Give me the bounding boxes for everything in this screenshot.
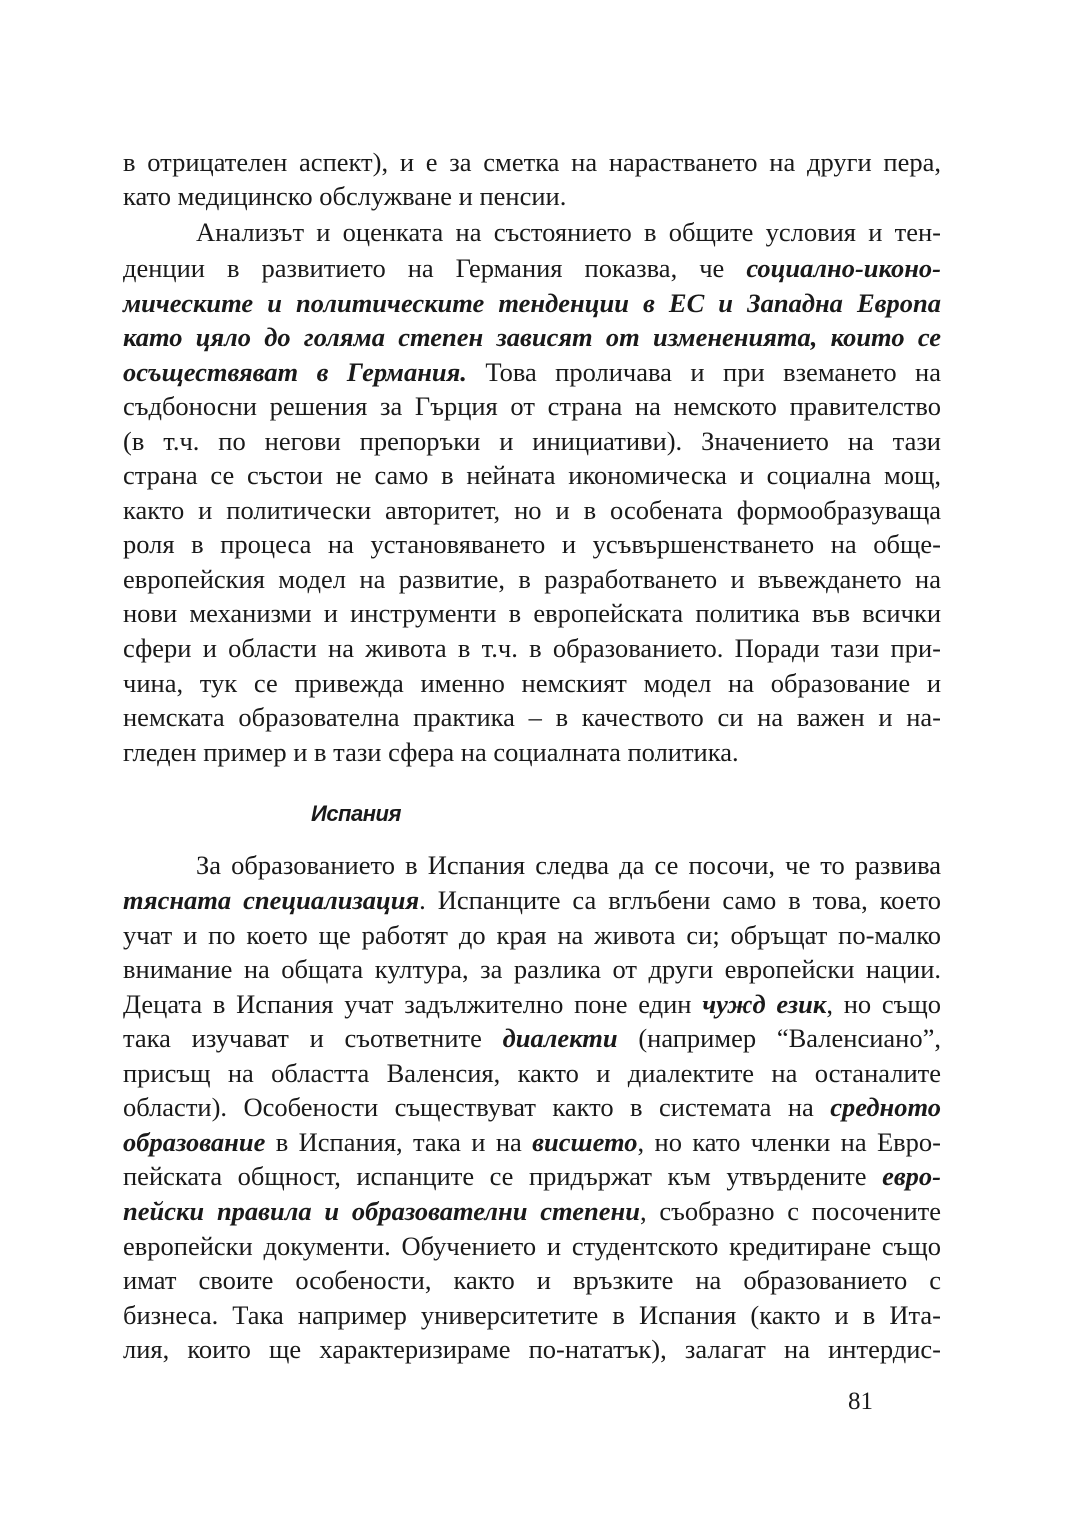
text-line: както и политически авторитет, но и в особената формообразуваща xyxy=(123,495,941,525)
text-line: присъщ на областта Валенсия, както и диалектите на останалите xyxy=(123,1058,941,1088)
text-line xyxy=(123,1021,941,1055)
emphasis-text: осъществяват в Германия. xyxy=(123,357,467,387)
text-line: страна се състои не само в нейната икономическа и социална мощ, xyxy=(123,460,941,490)
text-line xyxy=(123,987,941,1021)
text-line xyxy=(123,1159,941,1193)
text-line xyxy=(123,355,941,389)
text-span: , съобразно с посочените xyxy=(639,1196,941,1226)
text-line: немската образователна практика – в качеството си на важен и на- xyxy=(123,702,941,732)
text-line: лия, които ще характеризираме по-нататък), залагат на интердис- xyxy=(123,1334,941,1364)
text-line xyxy=(123,1194,941,1228)
section-heading: Испания xyxy=(311,801,401,826)
text-line xyxy=(123,251,941,285)
text-span: така изучават и съответните xyxy=(123,1023,503,1053)
emphasis-text: диалекти xyxy=(502,1023,618,1053)
emphasis-text: висшето xyxy=(532,1127,638,1157)
text-line xyxy=(123,883,941,917)
text-line: нови механизми и инструменти в европейската политика във всички xyxy=(123,598,941,628)
emphasis-line: мическите и политическите тенденции в ЕС и Западна Европа xyxy=(123,288,941,318)
text-line: внимание на общата култура, за разлика от други европейски нации. xyxy=(123,954,941,984)
text-span: Това проличава и при вземането на xyxy=(466,357,941,387)
text-span: области). Особености съществуват както в системата на xyxy=(123,1092,831,1122)
text-line: бизнеса. Така например университетите в Испания (както и в Ита- xyxy=(123,1300,941,1330)
text-span: Децата в Испания учат задължително поне един xyxy=(123,989,703,1019)
text-span: пейската общност, испанците се придържат към утвърдените xyxy=(123,1161,883,1191)
text-span: , но като членки на Евро- xyxy=(637,1127,942,1157)
text-line: европейски документи. Обучението и студентското кредитиране също xyxy=(123,1231,941,1261)
text-line: като медицинско обслужване и пенсии. xyxy=(123,181,567,211)
text-line: в отрицателен аспект), и е за сметка на нарастването на други пера, xyxy=(123,147,941,177)
text-line: имат своите особености, както и връзките на образованието с xyxy=(123,1265,941,1295)
text-span: в Испания, така и на xyxy=(265,1127,533,1157)
text-line: гледен пример и в тази сфера на социалната политика. xyxy=(123,737,739,767)
emphasis-text: чужд език xyxy=(702,989,827,1019)
text-line: учат и по което ще работят до края на живота си; обръщат по-малко xyxy=(123,920,941,950)
page-number: 81 xyxy=(848,1388,873,1415)
text-span: , но също xyxy=(826,989,941,1019)
text-line: За образованието в Испания следва да се посочи, че то развива xyxy=(196,850,941,880)
text-line: (в т.ч. по негови препоръки и инициативи). Значението на тази xyxy=(123,426,941,456)
text-line: европейския модел на развитие, в разработването и въвеждането на xyxy=(123,564,941,594)
text-line: роля в процеса на установяването и усъвършенстването на обще- xyxy=(123,529,941,559)
text-span: денции в развитието на Германия показва, че xyxy=(123,253,747,283)
emphasis-text: евро- xyxy=(882,1161,941,1191)
text-span: . Испанците са вглъбени само в това, което xyxy=(419,885,941,915)
text-line xyxy=(123,1125,941,1159)
text-span: (например “Валенсиано”, xyxy=(617,1023,941,1053)
emphasis-text: пейски правила и образователни степени xyxy=(123,1196,640,1226)
text-line: чина, тук се привежда именно немският модел на образование и xyxy=(123,668,941,698)
text-line: Анализът и оценката на състоянието в общите условия и тен- xyxy=(196,217,941,247)
emphasis-text: образование xyxy=(123,1127,266,1157)
emphasis-text: тясната специализация xyxy=(123,885,420,915)
text-line: съдбоносни решения за Гърция от страна на немското правителство xyxy=(123,391,941,421)
text-line xyxy=(123,1090,941,1124)
emphasis-line: като цяло до голяма степен зависят от измененията, които се xyxy=(123,322,941,352)
emphasis-text: социално-иконо- xyxy=(746,253,941,283)
text-line: сфери и области на живота в т.ч. в образованието. Поради тази при- xyxy=(123,633,941,663)
emphasis-text: средното xyxy=(830,1092,941,1122)
